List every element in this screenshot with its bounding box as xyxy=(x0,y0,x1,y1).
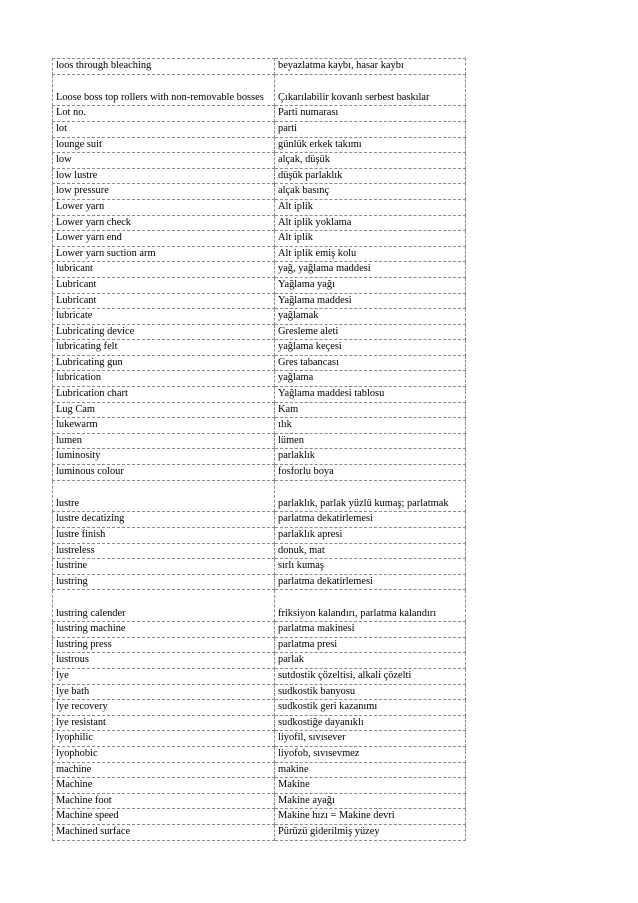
turkish-translation-cell xyxy=(275,293,466,309)
table-row xyxy=(53,355,466,371)
turkish-translation: sudkostik banyosu xyxy=(278,685,356,697)
turkish-translation: Gres tabancası xyxy=(278,356,339,368)
turkish-translation: alçak basınç xyxy=(278,185,330,197)
english-term-cell xyxy=(53,824,275,840)
turkish-translation-cell xyxy=(275,231,466,247)
turkish-translation-cell xyxy=(275,668,466,684)
english-term: Lubrication chart xyxy=(56,388,128,400)
english-term-cell xyxy=(53,715,275,731)
turkish-translation: liyofil, sıvısever xyxy=(278,732,346,744)
english-term: lye resistant xyxy=(56,716,106,728)
english-term: lye xyxy=(56,669,69,681)
english-term-cell xyxy=(53,309,275,325)
english-term-cell xyxy=(53,668,275,684)
english-term: lustring machine xyxy=(56,623,126,635)
table-row xyxy=(53,153,466,169)
turkish-translation: parlatma dekatirlemesi xyxy=(278,513,373,525)
turkish-translation-cell xyxy=(275,106,466,122)
turkish-translation: yağ, yağlama maddesi xyxy=(278,263,371,275)
english-term: lustre xyxy=(56,498,80,510)
english-term-cell xyxy=(53,402,275,418)
turkish-translation: Alt iplik emiş kolu xyxy=(278,247,357,259)
table-row xyxy=(53,262,466,278)
turkish-translation: parlatma makinesi xyxy=(278,623,355,635)
turkish-translation: Makine ayağı xyxy=(278,794,335,806)
table-row xyxy=(53,590,466,622)
turkish-translation: yağlama keçesi xyxy=(278,341,342,353)
turkish-translation-cell xyxy=(275,559,466,575)
table-row xyxy=(53,653,466,669)
turkish-translation: Makine xyxy=(278,779,310,791)
turkish-translation: parlaklık, parlak yüzlü kumaş; parlatmak xyxy=(278,498,449,510)
english-term-cell xyxy=(53,262,275,278)
turkish-translation: parlaklık apresi xyxy=(278,529,343,541)
english-term-cell xyxy=(53,215,275,231)
turkish-translation-cell xyxy=(275,512,466,528)
turkish-translation: Çıkarılabilir kovanlı serbest baskılar xyxy=(278,92,430,104)
table-row xyxy=(53,418,466,434)
turkish-translation: Alt iplik xyxy=(278,232,313,244)
table-row xyxy=(53,528,466,544)
english-term: Machine foot xyxy=(56,794,112,806)
turkish-translation-cell xyxy=(275,184,466,200)
table-row xyxy=(53,215,466,231)
turkish-translation-cell xyxy=(275,684,466,700)
english-term: Lower yarn xyxy=(56,200,105,212)
turkish-translation: alçak, düşük xyxy=(278,154,330,166)
table-row xyxy=(53,433,466,449)
english-term-cell xyxy=(53,418,275,434)
english-term-cell xyxy=(53,121,275,137)
table-row xyxy=(53,309,466,325)
turkish-translation-cell xyxy=(275,449,466,465)
turkish-translation-cell xyxy=(275,371,466,387)
turkish-translation-cell xyxy=(275,59,466,75)
table-row xyxy=(53,293,466,309)
english-term: Lower yarn suction arm xyxy=(56,247,156,259)
turkish-translation: sutdostik çözeltisi, alkali çözelti xyxy=(278,669,412,681)
english-term: lustrine xyxy=(56,560,88,572)
english-term-cell xyxy=(53,74,275,106)
english-term: Lubricating device xyxy=(56,325,135,337)
table-row xyxy=(53,449,466,465)
turkish-translation: Pürüzü giderilmiş yüzey xyxy=(278,825,380,837)
english-term: Lubricating gun xyxy=(56,356,123,368)
turkish-translation: sudkostik geri kazanımı xyxy=(278,701,378,713)
turkish-translation: parlaklık xyxy=(278,450,315,462)
table-row xyxy=(53,184,466,200)
english-term-cell xyxy=(53,793,275,809)
english-term-cell xyxy=(53,246,275,262)
table-row xyxy=(53,574,466,590)
english-term-cell xyxy=(53,653,275,669)
table-row xyxy=(53,371,466,387)
table-row xyxy=(53,684,466,700)
english-term: Lug Cam xyxy=(56,403,95,415)
english-term-cell xyxy=(53,746,275,762)
table-row xyxy=(53,700,466,716)
english-term: lyophobic xyxy=(56,747,98,759)
english-term: lot xyxy=(56,122,67,134)
english-term: Machine speed xyxy=(56,810,119,822)
english-term-cell xyxy=(53,355,275,371)
english-term: Machined surface xyxy=(56,825,131,837)
english-term: machine xyxy=(56,763,92,775)
english-term-cell xyxy=(53,168,275,184)
table-row xyxy=(53,387,466,403)
table-row xyxy=(53,746,466,762)
english-term: Lubricant xyxy=(56,294,97,306)
english-term-cell xyxy=(53,574,275,590)
english-term-cell xyxy=(53,778,275,794)
turkish-translation-cell xyxy=(275,355,466,371)
table-row xyxy=(53,199,466,215)
english-term: lustre decatizing xyxy=(56,513,125,525)
table-row xyxy=(53,824,466,840)
table-row xyxy=(53,246,466,262)
table-row xyxy=(53,480,466,512)
english-term: lounge suit xyxy=(56,138,102,150)
table-row xyxy=(53,59,466,75)
turkish-translation: Alt iplik yoklama xyxy=(278,216,352,228)
turkish-translation: fosforlu boya xyxy=(278,466,334,478)
english-term: lustring xyxy=(56,575,88,587)
turkish-translation: Kam xyxy=(278,403,299,415)
turkish-translation-cell xyxy=(275,309,466,325)
turkish-translation-cell xyxy=(275,746,466,762)
english-term-cell xyxy=(53,340,275,356)
english-term: Lower yarn check xyxy=(56,216,132,228)
turkish-translation: Alt iplik xyxy=(278,200,313,212)
turkish-translation-cell xyxy=(275,824,466,840)
turkish-translation-cell xyxy=(275,324,466,340)
english-term: loos through bleaching xyxy=(56,60,152,71)
english-term-cell xyxy=(53,153,275,169)
turkish-translation-cell xyxy=(275,199,466,215)
turkish-translation-cell xyxy=(275,528,466,544)
turkish-translation-cell xyxy=(275,277,466,293)
table-row xyxy=(53,324,466,340)
turkish-translation: donuk, mat xyxy=(278,544,325,556)
turkish-translation-cell xyxy=(275,762,466,778)
turkish-translation-cell xyxy=(275,809,466,825)
english-term-cell xyxy=(53,528,275,544)
turkish-translation-cell xyxy=(275,418,466,434)
table-row xyxy=(53,622,466,638)
turkish-translation: beyazlatma kaybı, hasar kaybı xyxy=(278,60,404,71)
english-term: lukewarm xyxy=(56,419,98,431)
table-row xyxy=(53,668,466,684)
turkish-translation: günlük erkek takımı xyxy=(278,138,362,150)
english-term: lubricate xyxy=(56,310,93,322)
english-term-cell xyxy=(53,700,275,716)
turkish-translation: ılık xyxy=(278,419,292,431)
table-row xyxy=(53,402,466,418)
turkish-translation: sırlı kumaş xyxy=(278,560,324,572)
turkish-translation-cell xyxy=(275,215,466,231)
turkish-translation-cell xyxy=(275,574,466,590)
english-term: luminous colour xyxy=(56,466,124,478)
english-term: low lustre xyxy=(56,169,98,181)
turkish-translation: friksiyon kalandırı, parlatma kalandırı xyxy=(278,608,437,619)
turkish-translation: sudkostiğe dayanıklı xyxy=(278,716,364,728)
table-row xyxy=(53,512,466,528)
turkish-translation-cell xyxy=(275,433,466,449)
turkish-translation: Yağlama maddesi tablosu xyxy=(278,388,385,400)
glossary-table xyxy=(52,58,466,841)
turkish-translation: parlatma dekatirlemesi xyxy=(278,575,373,587)
turkish-translation-cell xyxy=(275,121,466,137)
english-term: Lubricant xyxy=(56,278,97,290)
english-term: lustre finish xyxy=(56,529,106,541)
turkish-translation-cell xyxy=(275,731,466,747)
turkish-translation-cell xyxy=(275,137,466,153)
turkish-translation-cell xyxy=(275,153,466,169)
table-row xyxy=(53,231,466,247)
english-term-cell xyxy=(53,184,275,200)
english-term: lubricant xyxy=(56,263,93,275)
english-term-cell xyxy=(53,809,275,825)
english-term: lubricating felt xyxy=(56,341,118,353)
table-row xyxy=(53,793,466,809)
turkish-translation: lümen xyxy=(278,434,304,446)
english-term-cell xyxy=(53,137,275,153)
turkish-translation-cell xyxy=(275,262,466,278)
english-term-cell xyxy=(53,231,275,247)
table-row xyxy=(53,465,466,481)
english-term: low xyxy=(56,154,72,166)
turkish-translation: yağlamak xyxy=(278,310,319,322)
turkish-translation-cell xyxy=(275,340,466,356)
english-term: Loose boss top rollers with non-removable bosses xyxy=(56,92,264,104)
turkish-translation-cell xyxy=(275,637,466,653)
english-term-cell xyxy=(53,277,275,293)
turkish-translation-cell xyxy=(275,622,466,638)
english-term-cell xyxy=(53,449,275,465)
english-term: Lower yarn end xyxy=(56,232,122,244)
table-row xyxy=(53,74,466,106)
turkish-translation-cell xyxy=(275,480,466,512)
table-row xyxy=(53,637,466,653)
turkish-translation: Parti numarası xyxy=(278,107,339,119)
turkish-translation: Yağlama maddesi xyxy=(278,294,352,306)
turkish-translation: makine xyxy=(278,763,309,775)
english-term-cell xyxy=(53,371,275,387)
english-term: Machine xyxy=(56,779,93,791)
turkish-translation: Yağlama yağı xyxy=(278,278,335,290)
english-term-cell xyxy=(53,543,275,559)
turkish-translation-cell xyxy=(275,402,466,418)
table-row xyxy=(53,778,466,794)
turkish-translation-cell xyxy=(275,793,466,809)
english-term-cell xyxy=(53,731,275,747)
table-row xyxy=(53,168,466,184)
english-term: Lot no. xyxy=(56,107,87,119)
turkish-translation-cell xyxy=(275,168,466,184)
turkish-translation-cell xyxy=(275,778,466,794)
turkish-translation: parlatma presi xyxy=(278,638,338,650)
english-term-cell xyxy=(53,106,275,122)
english-term: low pressure xyxy=(56,185,109,197)
turkish-translation-cell xyxy=(275,700,466,716)
turkish-translation: parlak xyxy=(278,654,304,666)
english-term-cell xyxy=(53,465,275,481)
english-term-cell xyxy=(53,199,275,215)
english-term: luminosity xyxy=(56,450,101,462)
table-row xyxy=(53,809,466,825)
turkish-translation-cell xyxy=(275,590,466,622)
english-term: lubrication xyxy=(56,372,102,384)
glossary-body xyxy=(53,59,466,841)
english-term: lye bath xyxy=(56,685,90,697)
english-term-cell xyxy=(53,684,275,700)
table-row xyxy=(53,559,466,575)
english-term: lustreless xyxy=(56,544,95,556)
english-term: lyophilic xyxy=(56,732,93,744)
turkish-translation: düşük parlaklık xyxy=(278,169,343,181)
english-term: lustring press xyxy=(56,638,112,650)
english-term: lustring calender xyxy=(56,608,126,619)
turkish-translation-cell xyxy=(275,543,466,559)
english-term-cell xyxy=(53,622,275,638)
english-term: lumen xyxy=(56,434,82,446)
table-row xyxy=(53,106,466,122)
english-term-cell xyxy=(53,387,275,403)
english-term-cell xyxy=(53,293,275,309)
turkish-translation: Gresleme aleti xyxy=(278,325,339,337)
english-term-cell xyxy=(53,590,275,622)
english-term: lustrous xyxy=(56,654,89,666)
table-row xyxy=(53,731,466,747)
table-row xyxy=(53,762,466,778)
turkish-translation-cell xyxy=(275,715,466,731)
english-term-cell xyxy=(53,762,275,778)
english-term-cell xyxy=(53,480,275,512)
table-row xyxy=(53,715,466,731)
english-term-cell xyxy=(53,433,275,449)
turkish-translation: Makine hızı = Makine devri xyxy=(278,810,395,822)
turkish-translation-cell xyxy=(275,465,466,481)
table-row xyxy=(53,277,466,293)
table-row xyxy=(53,137,466,153)
turkish-translation-cell xyxy=(275,653,466,669)
table-row xyxy=(53,543,466,559)
english-term-cell xyxy=(53,512,275,528)
turkish-translation: yağlama xyxy=(278,372,314,384)
english-term-cell xyxy=(53,59,275,75)
english-term-cell xyxy=(53,324,275,340)
turkish-translation: liyofob, sıvısevmez xyxy=(278,747,360,759)
turkish-translation-cell xyxy=(275,387,466,403)
english-term: lye recovery xyxy=(56,701,108,713)
turkish-translation-cell xyxy=(275,74,466,106)
turkish-translation: parti xyxy=(278,122,298,134)
english-term-cell xyxy=(53,637,275,653)
english-term-cell xyxy=(53,559,275,575)
table-row xyxy=(53,121,466,137)
turkish-translation-cell xyxy=(275,246,466,262)
table-row xyxy=(53,340,466,356)
